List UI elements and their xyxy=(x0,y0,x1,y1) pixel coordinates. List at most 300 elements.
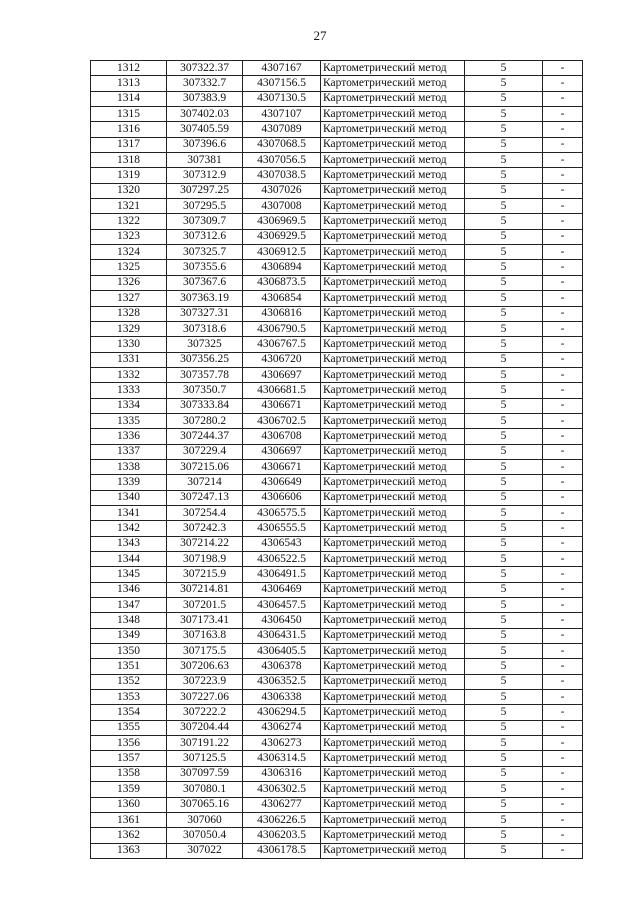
table-row xyxy=(91,107,583,122)
method-cell: Картометрический метод xyxy=(321,183,465,198)
point-number-cell: 1314 xyxy=(91,91,167,106)
note-cell: - xyxy=(543,137,583,152)
accuracy-cell: 5 xyxy=(465,291,543,306)
note-cell: - xyxy=(543,628,583,643)
point-number-cell: 1317 xyxy=(91,137,167,152)
table-row xyxy=(91,705,583,720)
y-coordinate-cell: 4306378 xyxy=(243,659,321,674)
note-cell: - xyxy=(543,751,583,766)
method-cell: Картометрический метод xyxy=(321,352,465,367)
note-cell: - xyxy=(543,429,583,444)
table-row xyxy=(91,61,583,76)
x-coordinate-cell: 307065.16 xyxy=(167,797,243,812)
point-number-cell: 1332 xyxy=(91,367,167,382)
y-coordinate-cell: 4307056.5 xyxy=(243,153,321,168)
method-cell: Картометрический метод xyxy=(321,674,465,689)
accuracy-cell: 5 xyxy=(465,122,543,137)
point-number-cell: 1336 xyxy=(91,429,167,444)
note-cell: - xyxy=(543,153,583,168)
method-cell: Картометрический метод xyxy=(321,843,465,858)
note-cell: - xyxy=(543,214,583,229)
x-coordinate-cell: 307215.06 xyxy=(167,459,243,474)
point-number-cell: 1347 xyxy=(91,598,167,613)
point-number-cell: 1337 xyxy=(91,444,167,459)
table-row xyxy=(91,214,583,229)
y-coordinate-cell: 4306912.5 xyxy=(243,245,321,260)
point-number-cell: 1340 xyxy=(91,490,167,505)
table-row xyxy=(91,352,583,367)
x-coordinate-cell: 307206.63 xyxy=(167,659,243,674)
x-coordinate-cell: 307125.5 xyxy=(167,751,243,766)
accuracy-cell: 5 xyxy=(465,61,543,76)
note-cell: - xyxy=(543,674,583,689)
accuracy-cell: 5 xyxy=(465,229,543,244)
method-cell: Картометрический метод xyxy=(321,76,465,91)
point-number-cell: 1357 xyxy=(91,751,167,766)
point-number-cell: 1335 xyxy=(91,413,167,428)
method-cell: Картометрический метод xyxy=(321,797,465,812)
x-coordinate-cell: 307229.4 xyxy=(167,444,243,459)
method-cell: Картометрический метод xyxy=(321,536,465,551)
accuracy-cell: 5 xyxy=(465,367,543,382)
accuracy-cell: 5 xyxy=(465,598,543,613)
table-row xyxy=(91,659,583,674)
table-row xyxy=(91,321,583,336)
table-row xyxy=(91,567,583,582)
method-cell: Картометрический метод xyxy=(321,598,465,613)
method-cell: Картометрический метод xyxy=(321,337,465,352)
x-coordinate-cell: 307363.19 xyxy=(167,291,243,306)
y-coordinate-cell: 4307156.5 xyxy=(243,76,321,91)
method-cell: Картометрический метод xyxy=(321,552,465,567)
table-row xyxy=(91,843,583,858)
table-row xyxy=(91,736,583,751)
x-coordinate-cell: 307214.81 xyxy=(167,582,243,597)
x-coordinate-cell: 307355.6 xyxy=(167,260,243,275)
table-row xyxy=(91,828,583,843)
point-number-cell: 1349 xyxy=(91,628,167,643)
accuracy-cell: 5 xyxy=(465,429,543,444)
note-cell: - xyxy=(543,475,583,490)
y-coordinate-cell: 4306277 xyxy=(243,797,321,812)
x-coordinate-cell: 307327.31 xyxy=(167,306,243,321)
point-number-cell: 1338 xyxy=(91,459,167,474)
x-coordinate-cell: 307214.22 xyxy=(167,536,243,551)
note-cell: - xyxy=(543,797,583,812)
point-number-cell: 1320 xyxy=(91,183,167,198)
method-cell: Картометрический метод xyxy=(321,812,465,827)
method-cell: Картометрический метод xyxy=(321,367,465,382)
page-number: 27 xyxy=(313,28,327,43)
table-row xyxy=(91,229,583,244)
x-coordinate-cell: 307312.6 xyxy=(167,229,243,244)
x-coordinate-cell: 307295.5 xyxy=(167,199,243,214)
x-coordinate-cell: 307201.5 xyxy=(167,598,243,613)
method-cell: Картометрический метод xyxy=(321,705,465,720)
x-coordinate-cell: 307405.59 xyxy=(167,122,243,137)
table-row xyxy=(91,137,583,152)
x-coordinate-cell: 307022 xyxy=(167,843,243,858)
x-coordinate-cell: 307244.37 xyxy=(167,429,243,444)
point-number-cell: 1339 xyxy=(91,475,167,490)
x-coordinate-cell: 307227.06 xyxy=(167,690,243,705)
point-number-cell: 1316 xyxy=(91,122,167,137)
coordinates-table-body xyxy=(91,61,583,859)
point-number-cell: 1326 xyxy=(91,275,167,290)
table-row xyxy=(91,383,583,398)
point-number-cell: 1319 xyxy=(91,168,167,183)
x-coordinate-cell: 307080.1 xyxy=(167,782,243,797)
accuracy-cell: 5 xyxy=(465,505,543,520)
accuracy-cell: 5 xyxy=(465,245,543,260)
y-coordinate-cell: 4306274 xyxy=(243,720,321,735)
x-coordinate-cell: 307325.7 xyxy=(167,245,243,260)
x-coordinate-cell: 307367.6 xyxy=(167,275,243,290)
accuracy-cell: 5 xyxy=(465,459,543,474)
point-number-cell: 1361 xyxy=(91,812,167,827)
method-cell: Картометрический метод xyxy=(321,490,465,505)
table-row xyxy=(91,168,583,183)
note-cell: - xyxy=(543,505,583,520)
note-cell: - xyxy=(543,275,583,290)
accuracy-cell: 5 xyxy=(465,137,543,152)
accuracy-cell: 5 xyxy=(465,690,543,705)
method-cell: Картометрический метод xyxy=(321,398,465,413)
note-cell: - xyxy=(543,644,583,659)
point-number-cell: 1312 xyxy=(91,61,167,76)
y-coordinate-cell: 4306316 xyxy=(243,766,321,781)
method-cell: Картометрический метод xyxy=(321,61,465,76)
note-cell: - xyxy=(543,567,583,582)
table-row xyxy=(91,337,583,352)
accuracy-cell: 5 xyxy=(465,275,543,290)
y-coordinate-cell: 4307008 xyxy=(243,199,321,214)
accuracy-cell: 5 xyxy=(465,321,543,336)
point-number-cell: 1350 xyxy=(91,644,167,659)
y-coordinate-cell: 4306969.5 xyxy=(243,214,321,229)
y-coordinate-cell: 4306431.5 xyxy=(243,628,321,643)
accuracy-cell: 5 xyxy=(465,413,543,428)
accuracy-cell: 5 xyxy=(465,751,543,766)
accuracy-cell: 5 xyxy=(465,613,543,628)
table-row xyxy=(91,720,583,735)
method-cell: Картометрический метод xyxy=(321,199,465,214)
x-coordinate-cell: 307297.25 xyxy=(167,183,243,198)
point-number-cell: 1353 xyxy=(91,690,167,705)
note-cell: - xyxy=(543,245,583,260)
method-cell: Картометрический метод xyxy=(321,137,465,152)
y-coordinate-cell: 4306522.5 xyxy=(243,552,321,567)
method-cell: Картометрический метод xyxy=(321,153,465,168)
y-coordinate-cell: 4306697 xyxy=(243,444,321,459)
note-cell: - xyxy=(543,766,583,781)
y-coordinate-cell: 4306273 xyxy=(243,736,321,751)
accuracy-cell: 5 xyxy=(465,383,543,398)
y-coordinate-cell: 4306352.5 xyxy=(243,674,321,689)
table-row xyxy=(91,674,583,689)
accuracy-cell: 5 xyxy=(465,475,543,490)
y-coordinate-cell: 4307107 xyxy=(243,107,321,122)
method-cell: Картометрический метод xyxy=(321,291,465,306)
method-cell: Картометрический метод xyxy=(321,245,465,260)
note-cell: - xyxy=(543,459,583,474)
x-coordinate-cell: 307333.84 xyxy=(167,398,243,413)
point-number-cell: 1318 xyxy=(91,153,167,168)
method-cell: Картометрический метод xyxy=(321,91,465,106)
accuracy-cell: 5 xyxy=(465,444,543,459)
x-coordinate-cell: 307097.59 xyxy=(167,766,243,781)
accuracy-cell: 5 xyxy=(465,828,543,843)
y-coordinate-cell: 4306457.5 xyxy=(243,598,321,613)
accuracy-cell: 5 xyxy=(465,91,543,106)
accuracy-cell: 5 xyxy=(465,337,543,352)
y-coordinate-cell: 4306854 xyxy=(243,291,321,306)
table-row xyxy=(91,782,583,797)
note-cell: - xyxy=(543,521,583,536)
point-number-cell: 1345 xyxy=(91,567,167,582)
accuracy-cell: 5 xyxy=(465,736,543,751)
point-number-cell: 1342 xyxy=(91,521,167,536)
method-cell: Картометрический метод xyxy=(321,229,465,244)
point-number-cell: 1346 xyxy=(91,582,167,597)
table-row xyxy=(91,444,583,459)
method-cell: Картометрический метод xyxy=(321,383,465,398)
method-cell: Картометрический метод xyxy=(321,521,465,536)
x-coordinate-cell: 307175.5 xyxy=(167,644,243,659)
method-cell: Картометрический метод xyxy=(321,260,465,275)
y-coordinate-cell: 4306314.5 xyxy=(243,751,321,766)
accuracy-cell: 5 xyxy=(465,582,543,597)
accuracy-cell: 5 xyxy=(465,797,543,812)
note-cell: - xyxy=(543,552,583,567)
y-coordinate-cell: 4307089 xyxy=(243,122,321,137)
table-row xyxy=(91,521,583,536)
y-coordinate-cell: 4306469 xyxy=(243,582,321,597)
accuracy-cell: 5 xyxy=(465,214,543,229)
method-cell: Картометрический метод xyxy=(321,505,465,520)
note-cell: - xyxy=(543,352,583,367)
note-cell: - xyxy=(543,490,583,505)
note-cell: - xyxy=(543,306,583,321)
accuracy-cell: 5 xyxy=(465,782,543,797)
accuracy-cell: 5 xyxy=(465,552,543,567)
method-cell: Картометрический метод xyxy=(321,413,465,428)
point-number-cell: 1323 xyxy=(91,229,167,244)
point-number-cell: 1359 xyxy=(91,782,167,797)
point-number-cell: 1327 xyxy=(91,291,167,306)
note-cell: - xyxy=(543,413,583,428)
point-number-cell: 1321 xyxy=(91,199,167,214)
table-row xyxy=(91,475,583,490)
note-cell: - xyxy=(543,736,583,751)
y-coordinate-cell: 4306929.5 xyxy=(243,229,321,244)
accuracy-cell: 5 xyxy=(465,168,543,183)
table-row xyxy=(91,306,583,321)
note-cell: - xyxy=(543,260,583,275)
note-cell: - xyxy=(543,321,583,336)
y-coordinate-cell: 4306681.5 xyxy=(243,383,321,398)
x-coordinate-cell: 307357.78 xyxy=(167,367,243,382)
method-cell: Картометрический метод xyxy=(321,828,465,843)
accuracy-cell: 5 xyxy=(465,107,543,122)
accuracy-cell: 5 xyxy=(465,705,543,720)
table-row xyxy=(91,582,583,597)
accuracy-cell: 5 xyxy=(465,720,543,735)
method-cell: Картометрический метод xyxy=(321,459,465,474)
method-cell: Картометрический метод xyxy=(321,690,465,705)
point-number-cell: 1313 xyxy=(91,76,167,91)
x-coordinate-cell: 307050.4 xyxy=(167,828,243,843)
note-cell: - xyxy=(543,812,583,827)
method-cell: Картометрический метод xyxy=(321,107,465,122)
point-number-cell: 1348 xyxy=(91,613,167,628)
table-row xyxy=(91,275,583,290)
accuracy-cell: 5 xyxy=(465,536,543,551)
table-row xyxy=(91,245,583,260)
note-cell: - xyxy=(543,291,583,306)
point-number-cell: 1356 xyxy=(91,736,167,751)
y-coordinate-cell: 4306671 xyxy=(243,398,321,413)
table-row xyxy=(91,398,583,413)
accuracy-cell: 5 xyxy=(465,644,543,659)
table-row xyxy=(91,291,583,306)
note-cell: - xyxy=(543,398,583,413)
table-row xyxy=(91,552,583,567)
accuracy-cell: 5 xyxy=(465,153,543,168)
note-cell: - xyxy=(543,828,583,843)
accuracy-cell: 5 xyxy=(465,628,543,643)
table-row xyxy=(91,751,583,766)
note-cell: - xyxy=(543,76,583,91)
table-row xyxy=(91,797,583,812)
table-row xyxy=(91,91,583,106)
point-number-cell: 1324 xyxy=(91,245,167,260)
note-cell: - xyxy=(543,536,583,551)
table-row xyxy=(91,122,583,137)
y-coordinate-cell: 4306491.5 xyxy=(243,567,321,582)
accuracy-cell: 5 xyxy=(465,659,543,674)
y-coordinate-cell: 4306649 xyxy=(243,475,321,490)
note-cell: - xyxy=(543,690,583,705)
y-coordinate-cell: 4307167 xyxy=(243,61,321,76)
y-coordinate-cell: 4306873.5 xyxy=(243,275,321,290)
accuracy-cell: 5 xyxy=(465,183,543,198)
y-coordinate-cell: 4306720 xyxy=(243,352,321,367)
point-number-cell: 1325 xyxy=(91,260,167,275)
y-coordinate-cell: 4306894 xyxy=(243,260,321,275)
table-row xyxy=(91,429,583,444)
note-cell: - xyxy=(543,91,583,106)
x-coordinate-cell: 307280.2 xyxy=(167,413,243,428)
note-cell: - xyxy=(543,61,583,76)
method-cell: Картометрический метод xyxy=(321,122,465,137)
x-coordinate-cell: 307396.6 xyxy=(167,137,243,152)
table-row xyxy=(91,812,583,827)
table-row xyxy=(91,628,583,643)
x-coordinate-cell: 307356.25 xyxy=(167,352,243,367)
y-coordinate-cell: 4306405.5 xyxy=(243,644,321,659)
note-cell: - xyxy=(543,229,583,244)
point-number-cell: 1341 xyxy=(91,505,167,520)
table-row xyxy=(91,367,583,382)
x-coordinate-cell: 307214 xyxy=(167,475,243,490)
accuracy-cell: 5 xyxy=(465,812,543,827)
y-coordinate-cell: 4306543 xyxy=(243,536,321,551)
coordinates-table xyxy=(90,60,583,859)
y-coordinate-cell: 4307068.5 xyxy=(243,137,321,152)
point-number-cell: 1328 xyxy=(91,306,167,321)
method-cell: Картометрический метод xyxy=(321,429,465,444)
y-coordinate-cell: 4306226.5 xyxy=(243,812,321,827)
point-number-cell: 1362 xyxy=(91,828,167,843)
method-cell: Картометрический метод xyxy=(321,613,465,628)
x-coordinate-cell: 307223.9 xyxy=(167,674,243,689)
method-cell: Картометрический метод xyxy=(321,214,465,229)
note-cell: - xyxy=(543,782,583,797)
table-row xyxy=(91,153,583,168)
y-coordinate-cell: 4306203.5 xyxy=(243,828,321,843)
method-cell: Картометрический метод xyxy=(321,567,465,582)
point-number-cell: 1333 xyxy=(91,383,167,398)
y-coordinate-cell: 4306708 xyxy=(243,429,321,444)
x-coordinate-cell: 307242.3 xyxy=(167,521,243,536)
y-coordinate-cell: 4306575.5 xyxy=(243,505,321,520)
accuracy-cell: 5 xyxy=(465,398,543,413)
x-coordinate-cell: 307383.9 xyxy=(167,91,243,106)
table-row xyxy=(91,766,583,781)
method-cell: Картометрический метод xyxy=(321,782,465,797)
x-coordinate-cell: 307191.22 xyxy=(167,736,243,751)
note-cell: - xyxy=(543,843,583,858)
table-row xyxy=(91,459,583,474)
method-cell: Картометрический метод xyxy=(321,321,465,336)
method-cell: Картометрический метод xyxy=(321,628,465,643)
method-cell: Картометрический метод xyxy=(321,644,465,659)
method-cell: Картометрический метод xyxy=(321,751,465,766)
note-cell: - xyxy=(543,183,583,198)
accuracy-cell: 5 xyxy=(465,843,543,858)
table-row xyxy=(91,76,583,91)
y-coordinate-cell: 4306450 xyxy=(243,613,321,628)
y-coordinate-cell: 4306302.5 xyxy=(243,782,321,797)
x-coordinate-cell: 307402.03 xyxy=(167,107,243,122)
method-cell: Картометрический метод xyxy=(321,168,465,183)
x-coordinate-cell: 307254.4 xyxy=(167,505,243,520)
y-coordinate-cell: 4306697 xyxy=(243,367,321,382)
x-coordinate-cell: 307332.7 xyxy=(167,76,243,91)
point-number-cell: 1351 xyxy=(91,659,167,674)
point-number-cell: 1322 xyxy=(91,214,167,229)
note-cell: - xyxy=(543,598,583,613)
x-coordinate-cell: 307198.9 xyxy=(167,552,243,567)
method-cell: Картометрический метод xyxy=(321,275,465,290)
x-coordinate-cell: 307247.13 xyxy=(167,490,243,505)
accuracy-cell: 5 xyxy=(465,76,543,91)
point-number-cell: 1360 xyxy=(91,797,167,812)
note-cell: - xyxy=(543,720,583,735)
x-coordinate-cell: 307060 xyxy=(167,812,243,827)
accuracy-cell: 5 xyxy=(465,490,543,505)
point-number-cell: 1358 xyxy=(91,766,167,781)
point-number-cell: 1330 xyxy=(91,337,167,352)
note-cell: - xyxy=(543,337,583,352)
x-coordinate-cell: 307322.37 xyxy=(167,61,243,76)
note-cell: - xyxy=(543,613,583,628)
note-cell: - xyxy=(543,168,583,183)
y-coordinate-cell: 4306555.5 xyxy=(243,521,321,536)
y-coordinate-cell: 4306178.5 xyxy=(243,843,321,858)
method-cell: Картометрический метод xyxy=(321,582,465,597)
